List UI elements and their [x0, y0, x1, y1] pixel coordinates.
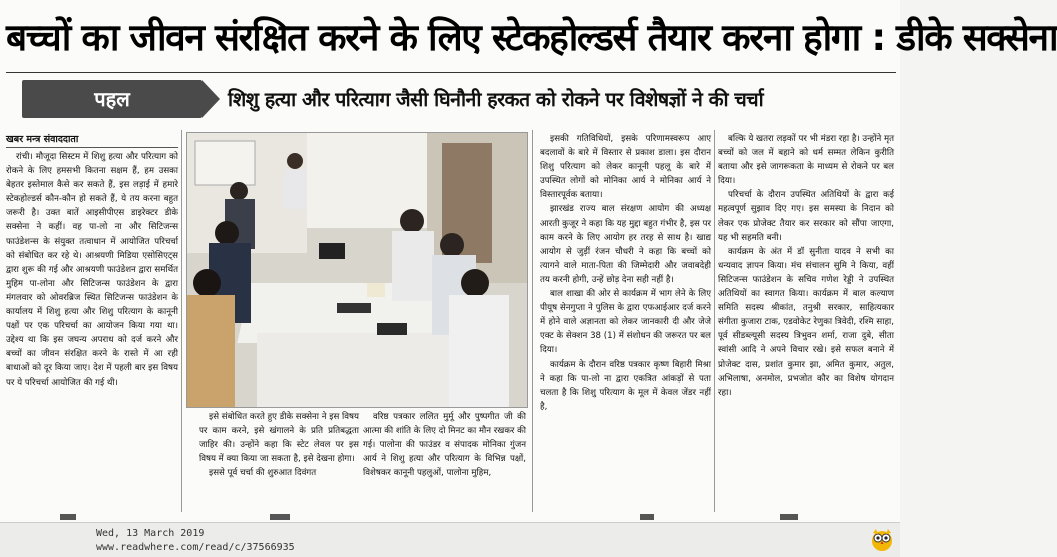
- column-5: [718, 132, 894, 512]
- footer-date: Wed, 13 March 2019: [96, 528, 205, 539]
- column-1: [6, 150, 178, 510]
- event-photo-image: [187, 133, 527, 407]
- section-tag: पहल: [22, 80, 202, 118]
- registration-mark: [270, 514, 290, 520]
- paragraph: परिचर्चा के दौरान उपस्थित अतिथियों के द्वारा कई महत्वपूर्ण सुझाव दिए गए। इस समस्या के निदान को लेकर एक प्रोजेक्ट तैयार कर सरकार को सौंपा जाएगा, यह भी सहमति बनी।: [718, 190, 894, 243]
- paragraph: बाल शाखा की ओर से कार्यक्रम में भाग लेने के लिए पीयूष सेनगुप्ता ने पुलिस के द्वारा एफआईआर दर्ज करने में होने वाले अज्ञानता को लेकर जानकारी दी और जेजे एक्ट के सेक्शन 38 (1) में संशोधन की जरूरत पर बल दिया।: [540, 289, 711, 356]
- column-2a: [199, 410, 359, 510]
- event-photo: [186, 132, 528, 408]
- column-4: [540, 132, 711, 512]
- column-divider: [532, 130, 533, 512]
- owl-logo-icon: [870, 526, 894, 552]
- paragraph: कार्यक्रम के दौरान वरिष्ठ पत्रकार कृष्ण बिहारी मिश्रा ने कहा कि पा-लो ना द्वारा एकत्रित आंकड़ों से पता चलता है कि शिशु परित्याग के मूल में केवल जेंडर नहीं है,: [540, 359, 711, 412]
- paragraph: वरिष्ठ पत्रकार ललित मुर्मू और पुष्पगीत जी की आत्मा की शांति के लिए दो मिनट का मौन रखकर की गई। पालोना की फाउंडर व संपादक मोनिका गुंजन आर्य ने शिशु हत्या और परित्याग के विभिन्न पक्षों, विशेषकर कानूनी पहलुओं, पालोना मुहिम,: [363, 412, 527, 479]
- registration-mark: [60, 514, 76, 520]
- paragraph: रांची। मौजूदा सिस्टम में शिशु हत्या और परित्याग को रोकने के लिए हमसभी कितना सक्षम हैं, हम उसका बेहतर इस्तेमाल कैसे कर सकते हैं, इस लड़ाई में हमारे स्टेकहोल्डर्स कौन-कौन हो सकते हैं, ये तय करना बहुत जरूरी है। उक्त बातें आइसीपीएस डाइरेक्टर डीके सक्सेना ने कहीं। वह पा-लो ना और सिटिजन्स फाउंडेशन्स के संयुक्त तत्वाधान में आयोजित परिचर्चा को संबोधित कर रहे थे। आश्रयणी मिडिया एसोसिएट्स द्वारा शुरू की गई और आश्रयणी फाउंडेशन द्वारा समर्थित मुहिम पा-लोना और सिटिजन्स फाउंडेशन के द्वारा मंगलवार को ओवरब्रिज स्थित सिटिजन्स फाउंडेशन के कार्यालय में शिशु हत्या और शिशु परित्याग के कानूनी पक्षों पर एक परिचर्चा का आयोजन किया गया था। उद्देश्य था कि इस जघन्य अपराध को दर्ज करने और बच्चों का जीवन संरक्षित करने के रास्ते में आ रही बाधाओं को दूर किया जाए। देश में पहली बार इस विषय पर ये परिचर्चा आयोजित की गई थी।: [6, 152, 178, 388]
- subheadline: शिशु हत्या और परित्याग जैसी घिनौनी हरकत को रोकने पर विशेषज्ञों ने की चर्चा: [228, 88, 764, 111]
- headline: बच्चों का जीवन संरक्षित करने के लिए स्टेकहोल्डर्स तैयार करना होगा : डीके सक्सेना: [6, 16, 1057, 59]
- paragraph: कार्यक्रम के अंत में डॉ सुनीता यादव ने सभी का धन्यवाद ज्ञापन किया। मंच संचालन सुमि ने किया, वहीं सिटिजन्स फाउंडेशन के सचिव गणेश रेड्डी ने उपस्थित अतिथियों का स्वागत किया। कार्यक्रम में बाल कल्याण समिति सदस्य श्रीकांत, तनुश्री सरकार, साहित्यकार संगीता कुजारा टाक, एडवोकेट रेणुका त्रिवेदी, रश्मि साहा, पूर्व सीडब्ल्यूसी सदस्य त्रिभुवन शर्मा, राजा दुबे, सीता स्वांसी आदि ने अपने विचार रखे। इसे सफल बनाने में प्रोजेक्ट दास, प्रशांत कुमार झा, अमित कुमार, अतुल, अभिलाषा, अनमोल, प्रभजोत कौर का विशेष योगदान रहा।: [718, 246, 894, 398]
- column-divider: [714, 130, 715, 512]
- column-divider: [181, 130, 182, 512]
- paragraph: झारखंड राज्य बाल संरक्षण आयोग की अध्यक्ष आरती कुजूर ने कहा कि यह मुद्दा बहुत गंभीर है, इस पर काम करने के लिए आयोग हर तरह से साथ है। खाद्य आयोग से जुड़ीं रंजन चौधरी ने कहा कि बच्चों को त्यागने वाले माता-पिता की जिम्मेदारी और जवाबदेही तय करनी होगी, उन्हें छोड़ देना सही नहीं है।: [540, 204, 711, 285]
- footer-url[interactable]: www.readwhere.com/read/c/37566935: [96, 542, 295, 553]
- column-2b: [363, 410, 526, 510]
- paragraph: इसकी गतिविधियों, इसके परिणामस्वरूप आए बदलावों के बारे में विस्तार से प्रकाश डाला। इस दौरान शिशु परित्याग को लेकर कानूनी पहलू के बारे में उपस्थित लोगों को मोनिका आर्य ने मोनिका आर्य ने विस्तारपूर्वक बताया।: [540, 134, 711, 201]
- registration-mark: [780, 514, 798, 520]
- byline: खबर मन्त्र संवाददाता: [6, 132, 178, 148]
- headline-rule: [6, 72, 896, 73]
- paragraph: इससे पूर्व चर्चा की शुरुआत दिवंगत: [209, 468, 317, 479]
- registration-mark: [640, 514, 654, 520]
- paragraph: इसे संबोधित करते हुए डीके सक्सेना ने इस विषय पर काम करने, इसे खंगालने के प्रति प्रतिबद्धता जाहिर की। उन्होंने कहा कि स्टेट लेवल पर इस विषय में क्या किया जा सकता है, इसे देखना होगा।: [199, 412, 359, 465]
- paragraph: बल्कि ये खतरा लड़कों पर भी मंडरा रहा है। उन्होंने मृत बच्चों को जल में बहाने को धर्म सम्मत लेकिन कुरीति बताया और इसे जागरूकता के माध्यम से रोकने पर बल दिया।: [718, 134, 894, 187]
